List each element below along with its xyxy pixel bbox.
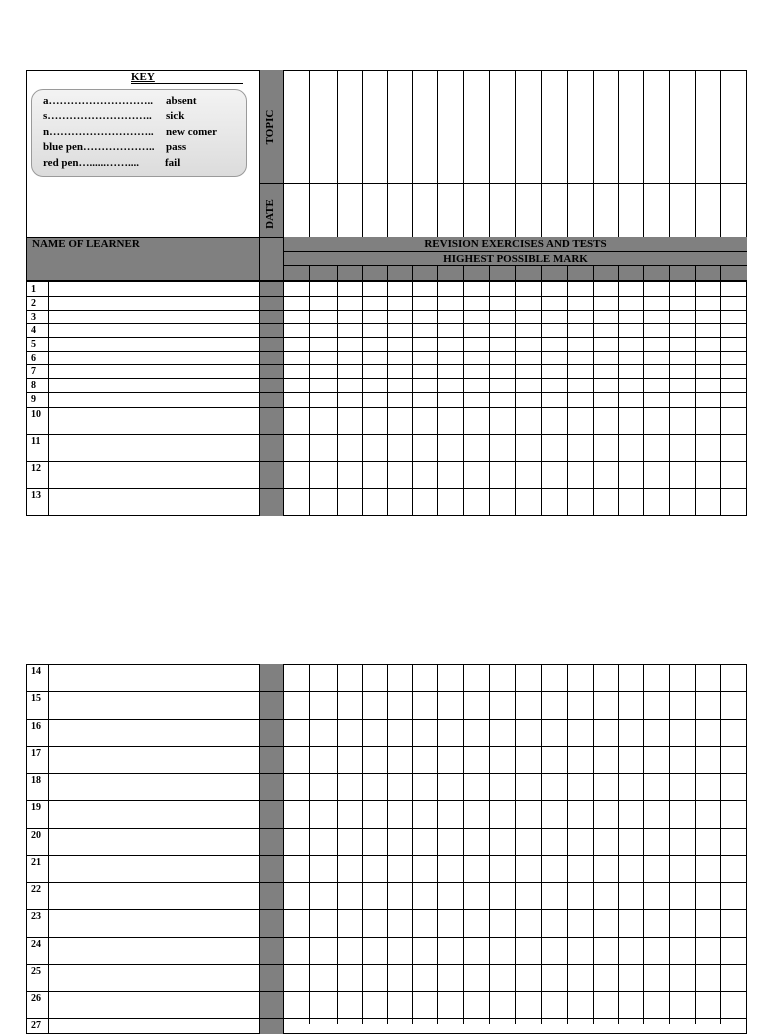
learner-number: 23: [31, 911, 41, 922]
mark-column-line: [437, 266, 438, 516]
learner-number: 7: [31, 366, 36, 377]
key-code: a………………………..: [43, 95, 153, 107]
mark-column-line: [489, 266, 490, 516]
mark-column-line: [669, 664, 670, 1024]
learner-row-line: [26, 296, 747, 297]
mark-column-line: [541, 266, 542, 516]
key-meaning: fail: [165, 157, 181, 169]
key-code: s………………………..: [43, 110, 152, 122]
key-legend-box: [31, 89, 247, 177]
learner-number: 22: [31, 884, 41, 895]
learner-number: 12: [31, 463, 41, 474]
mark-column-line: [593, 70, 594, 237]
learner-row-line: [26, 991, 747, 992]
learner-number: 6: [31, 353, 36, 364]
mark-column-line: [362, 70, 363, 237]
mark-column-line: [463, 266, 464, 516]
learner-number: 21: [31, 857, 41, 868]
learner-row-line: [26, 378, 747, 379]
learner-row-line: [26, 461, 747, 462]
mark-column-line: [387, 664, 388, 1024]
learner-row-line: [26, 392, 747, 393]
key-code: red pen…......……....: [43, 157, 140, 169]
learner-number: 17: [31, 748, 41, 759]
mark-column-line: [437, 664, 438, 1024]
mark-column-line: [437, 70, 438, 237]
mark-column-line: [309, 664, 310, 1024]
learner-row-line: [26, 719, 747, 720]
learner-number: 20: [31, 830, 41, 841]
learner-number: 18: [31, 775, 41, 786]
mark-column-line: [669, 70, 670, 237]
learner-number: 26: [31, 993, 41, 1004]
key-item-pass: [43, 141, 187, 153]
mark-column-line: [567, 664, 568, 1024]
mark-column-line: [309, 266, 310, 516]
mark-column-line: [412, 70, 413, 237]
learner-number: 4: [31, 325, 36, 336]
key-meaning: absent: [166, 95, 197, 107]
mark-column-line: [515, 664, 516, 1024]
mark-column-line: [593, 664, 594, 1024]
learner-row-line: [26, 488, 747, 489]
learner-number: 25: [31, 966, 41, 977]
mark-column-line: [720, 266, 721, 516]
date-label: DATE: [264, 199, 276, 229]
learner-row-line: [26, 746, 747, 747]
mark-column-line: [541, 70, 542, 237]
learner-row-line: [26, 773, 747, 774]
learner-number: 8: [31, 380, 36, 391]
learner-number: 10: [31, 409, 41, 420]
topic-date-divider: [259, 183, 747, 184]
highest-possible-mark-label: HIGHEST POSSIBLE MARK: [443, 253, 588, 265]
learner-number: 24: [31, 939, 41, 950]
mark-column-line: [362, 664, 363, 1024]
learner-row-line: [26, 434, 747, 435]
learner-number: 5: [31, 339, 36, 350]
mark-column-line: [643, 70, 644, 237]
mark-column-line: [618, 70, 619, 237]
name-of-learner-label: NAME OF LEARNER: [32, 238, 140, 250]
learner-row-line: [26, 323, 747, 324]
mark-column-line: [695, 70, 696, 237]
key-meaning: pass: [166, 141, 187, 153]
key-code: n………………………..: [43, 126, 154, 138]
key-item-new-comer: [43, 126, 218, 138]
mark-column-line: [337, 266, 338, 516]
key-meaning: new comer: [166, 126, 218, 138]
mark-column-line: [337, 664, 338, 1024]
shaded-column-tick: [259, 773, 284, 774]
learner-number: 19: [31, 802, 41, 813]
learner-number: 16: [31, 721, 41, 732]
key-title: KEY: [131, 71, 155, 83]
mark-column-line: [618, 664, 619, 1024]
revision-exercises-label: REVISION EXERCISES AND TESTS: [424, 238, 607, 250]
learner-row-line: [26, 337, 747, 338]
learner-number: 14: [31, 666, 41, 677]
mark-column-line: [515, 266, 516, 516]
learner-row-line: [26, 691, 747, 692]
mark-column-line: [643, 266, 644, 516]
learner-row-line: [26, 882, 747, 883]
learner-row-line: [26, 937, 747, 938]
key-meaning: sick: [166, 110, 185, 122]
mark-column-line: [463, 664, 464, 1024]
mark-column-line: [362, 266, 363, 516]
mark-column-line: [489, 664, 490, 1024]
mark-column-line: [695, 266, 696, 516]
learner-number: 13: [31, 490, 41, 501]
mark-column-line: [489, 70, 490, 237]
number-column-divider-top: [48, 282, 49, 516]
learner-number: 1: [31, 284, 36, 295]
mark-column-line: [387, 70, 388, 237]
key-title-underline: [131, 83, 243, 84]
mark-column-line: [541, 664, 542, 1024]
mark-column-line: [387, 266, 388, 516]
key-item-sick: [43, 110, 185, 122]
learner-row-line: [26, 364, 747, 365]
mark-column-line: [643, 664, 644, 1024]
mark-column-line: [567, 266, 568, 516]
mark-column-line: [515, 70, 516, 237]
mark-column-line: [695, 664, 696, 1024]
learner-row-line: [26, 310, 747, 311]
learner-number: 9: [31, 394, 36, 405]
learner-row-line: [26, 351, 747, 352]
mark-column-line: [412, 266, 413, 516]
learner-number: 15: [31, 693, 41, 704]
learner-row-line: [26, 909, 747, 910]
mark-column-line: [567, 70, 568, 237]
mark-column-line: [309, 70, 310, 237]
learner-row-line: [26, 1018, 747, 1019]
mark-column-line: [720, 664, 721, 1024]
mark-column-line: [669, 266, 670, 516]
mark-column-line: [463, 70, 464, 237]
key-item-fail: [43, 157, 181, 169]
topic-label: TOPIC: [264, 109, 276, 145]
learner-row-line: [26, 407, 747, 408]
learner-number: 2: [31, 298, 36, 309]
key-code: blue pen………………..: [43, 141, 155, 153]
key-item-absent: [43, 95, 197, 107]
mark-column-line: [593, 266, 594, 516]
mark-column-line: [618, 266, 619, 516]
learner-row-line: [26, 800, 747, 801]
mark-column-line: [337, 70, 338, 237]
learner-number: 11: [31, 436, 41, 447]
learner-row-line: [26, 855, 747, 856]
learner-row-line: [26, 828, 747, 829]
mark-column-line: [412, 664, 413, 1024]
learner-number: 27: [31, 1020, 41, 1031]
learner-number: 3: [31, 312, 36, 323]
learner-row-line: [26, 964, 747, 965]
mark-column-line: [720, 70, 721, 237]
